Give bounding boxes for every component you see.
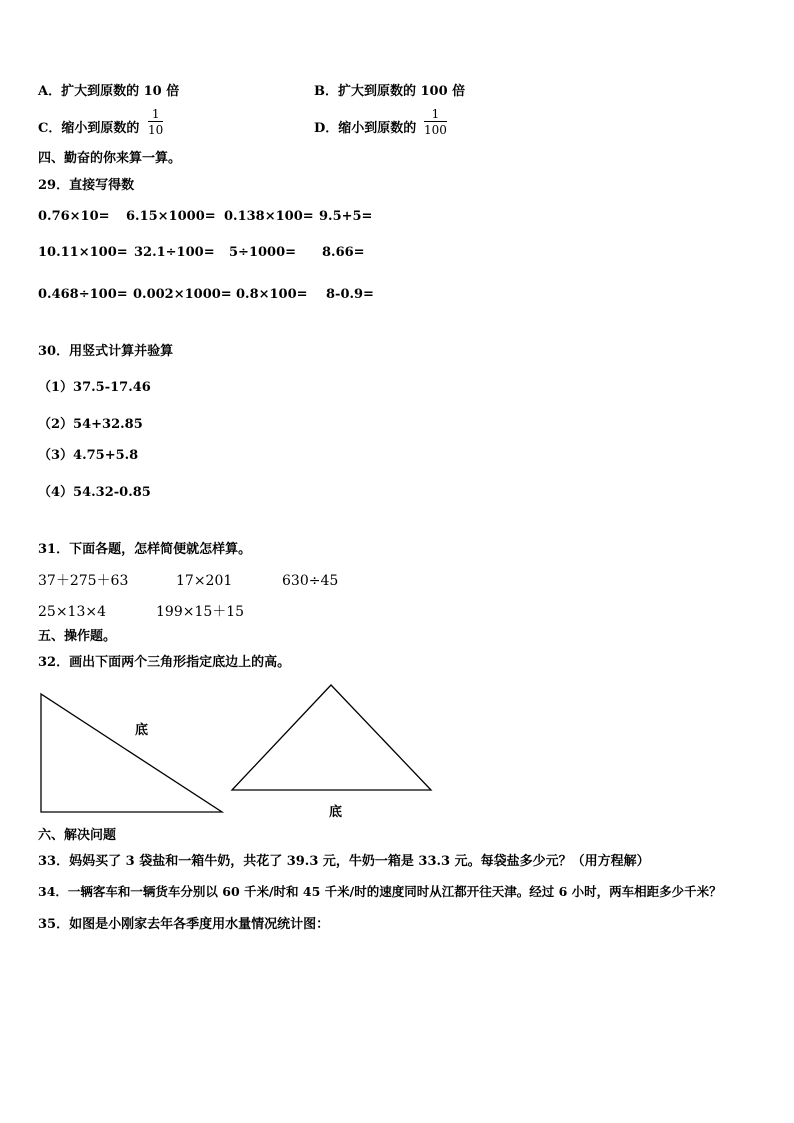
- q35-text: 35．如图是小刚家去年各季度用水量情况统计图：: [38, 917, 330, 932]
- q30-item-2: （2）54+32.85: [38, 417, 143, 432]
- choice-c-denominator: 10: [148, 123, 164, 137]
- q31-title: 31．下面各题，怎样简便就怎样算。: [38, 542, 252, 557]
- choice-a: A．扩大到原数的 10 倍: [38, 84, 180, 99]
- q29-r1-c2: 6.15×1000=: [126, 209, 216, 224]
- right-triangle: [41, 694, 222, 812]
- q30-item-3: （3）4.75+5.8: [38, 448, 139, 463]
- q30-title: 30．用竖式计算并验算: [38, 344, 174, 359]
- q32-label-left: 底: [135, 723, 149, 738]
- q30-item-1: （1）37.5-17.46: [38, 380, 151, 395]
- q34-text: 34．一辆客车和一辆货车分别以 60 千米/时和 45 千米/时的速度同时从江都开往天津。经过 6 小时，两车相距多少千米？: [38, 884, 722, 899]
- section5-title: 五、操作题。: [38, 629, 117, 644]
- q29-r2-c1: 10.11×100=: [38, 245, 128, 260]
- q29-r1-c1: 0.76×10=: [38, 209, 110, 224]
- q33-text: 33．妈妈买了 3 袋盐和一箱牛奶，共花了 39.3 元，牛奶一箱是 33.3 元。每袋盐多少元？（用方程解）: [38, 854, 650, 869]
- choice-d-denominator: 100: [424, 123, 447, 137]
- q29-title: 29．直接写得数: [38, 178, 135, 193]
- q31-r1-c1: 37＋275＋63: [38, 573, 129, 589]
- q31-r2-c2: 199×15＋15: [156, 604, 245, 620]
- q32-title: 32．画出下面两个三角形指定底边上的高。: [38, 655, 291, 670]
- section6-title: 六、解决问题: [38, 828, 117, 843]
- q29-r2-c2: 32.1÷100=: [134, 245, 215, 260]
- q29-r2-c4: 8.66=: [322, 245, 365, 260]
- choice-c-numerator: 1: [151, 107, 160, 121]
- section4-title: 四、勤奋的你来算一算。: [38, 151, 182, 166]
- q29-r3-c3: 0.8×100=: [236, 287, 308, 302]
- q29-r3-c1: 0.468÷100=: [38, 287, 128, 302]
- q31-r1-c3: 630÷45: [282, 573, 339, 589]
- q32-label-right: 底: [329, 805, 343, 820]
- q29-r2-c3: 5÷1000=: [229, 245, 297, 260]
- q29-r3-c2: 0.002×1000=: [133, 287, 232, 302]
- q30-item-4: （4）54.32-0.85: [38, 485, 151, 500]
- acute-triangle: [232, 685, 431, 790]
- q29-r1-c3: 0.138×100=: [224, 209, 314, 224]
- choice-d-numerator: 1: [431, 107, 440, 121]
- choice-c: C．缩小到原数的: [38, 121, 140, 136]
- choice-b: B．扩大到原数的 100 倍: [314, 84, 466, 99]
- q29-r1-c4: 9.5+5=: [319, 209, 373, 224]
- q31-r1-c2: 17×201: [176, 573, 233, 589]
- q31-r2-c1: 25×13×4: [38, 604, 106, 620]
- q29-r3-c4: 8-0.9=: [326, 287, 374, 302]
- choice-d: D．缩小到原数的: [314, 121, 417, 136]
